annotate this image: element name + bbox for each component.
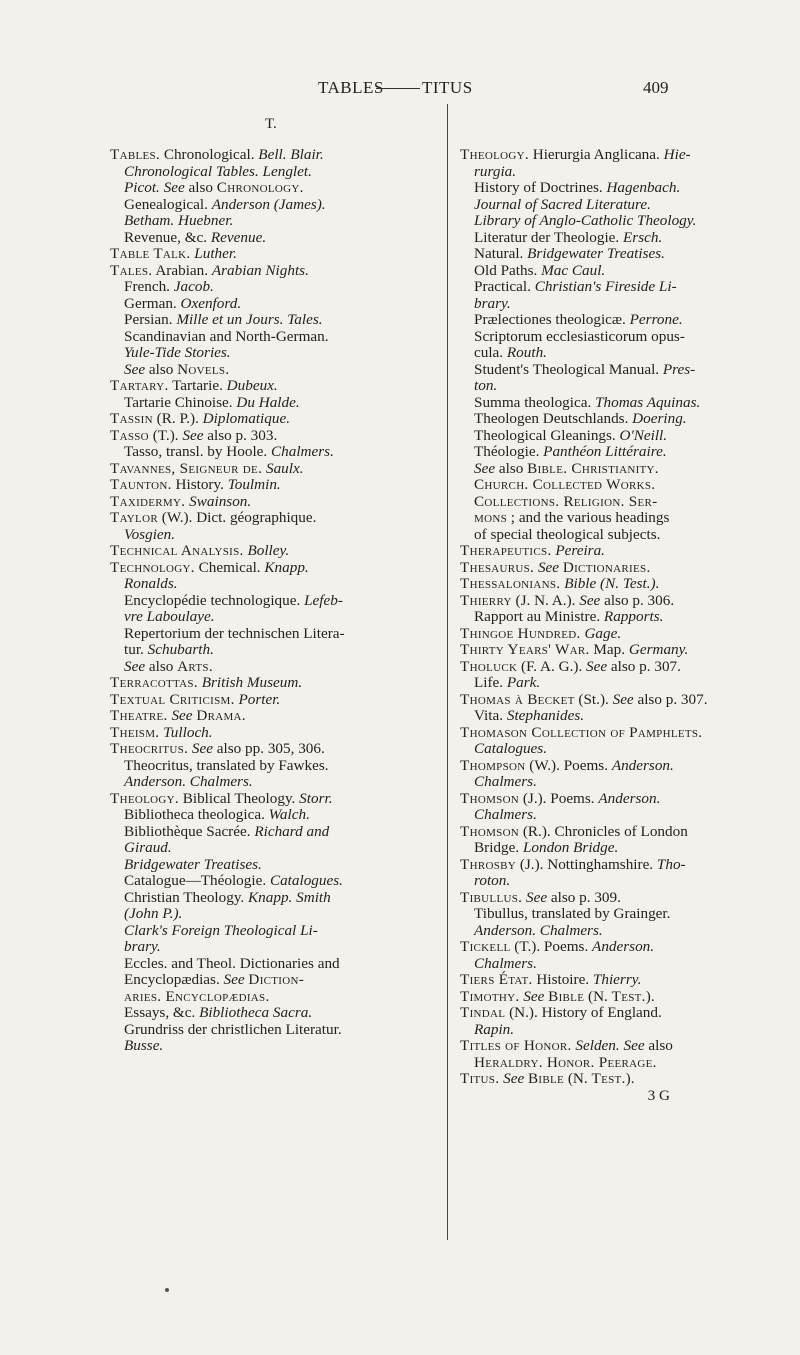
index-line: roton.: [474, 872, 511, 889]
index-line: See also Novels.: [124, 360, 230, 378]
index-line: Tibullus. See also p. 309.: [460, 888, 621, 906]
index-line: Textual Criticism. Porter.: [110, 690, 281, 708]
index-line: Chronological Tables. Lenglet.: [124, 162, 312, 180]
index-line: See also Arts.: [124, 657, 213, 675]
index-line: Tales. Arabian. Arabian Nights.: [110, 261, 309, 279]
index-line: Technical Analysis. Bolley.: [110, 542, 290, 559]
index-line: Anderson. Chalmers.: [474, 921, 603, 939]
index-line: Tibullus, translated by Grainger.: [474, 905, 671, 922]
index-line: Life. Park.: [474, 674, 541, 691]
index-line: Bridge. London Bridge.: [474, 839, 619, 856]
index-line: German. Oxenford.: [124, 294, 242, 312]
index-line: Heraldry. Honor. Peerage.: [474, 1053, 657, 1071]
index-line: ton.: [474, 377, 498, 394]
header-right-word: TITUS: [422, 78, 473, 97]
right-column: [460, 147, 782, 1104]
index-line: mons ; and the various headings: [474, 509, 670, 526]
index-line: (John P.).: [124, 905, 183, 922]
index-line: Taylor (W.). Dict. géographique.: [110, 509, 317, 526]
index-line: Tartarie Chinoise. Du Halde.: [124, 393, 300, 411]
index-line: Theology. Biblical Theology. Storr.: [110, 789, 333, 807]
index-line: Theologen Deutschlands. Doering.: [474, 410, 687, 427]
index-line: Eccles. and Theol. Dictionaries and: [124, 954, 340, 972]
index-line: Tickell (T.). Poems. Anderson.: [460, 938, 655, 955]
index-line: Thompson (W.). Poems. Anderson.: [460, 756, 674, 774]
index-line: Vosgien.: [124, 525, 176, 543]
index-line: brary.: [474, 294, 511, 312]
index-line: Chalmers.: [474, 773, 537, 790]
index-line: vre Laboulaye.: [124, 608, 215, 625]
index-line: Tassin (R. P.). Diplomatique.: [110, 410, 290, 427]
index-line: Catalogues.: [474, 740, 547, 757]
index-line: Timothy. See Bible (N. Test.).: [460, 987, 655, 1005]
index-line: Thierry (J. N. A.). See also p. 306.: [460, 591, 675, 609]
index-line: Theocritus. See also pp. 305, 306.: [110, 740, 325, 757]
index-line: Chalmers.: [474, 806, 537, 823]
signature-mark: 3 G: [647, 1086, 670, 1104]
header-rule: [376, 88, 420, 89]
index-line: Rapin.: [474, 1020, 515, 1038]
index-line: Betham. Huebner.: [124, 212, 234, 229]
index-line: Genealogical. Anderson (James).: [124, 195, 326, 213]
index-line: Tiers État. Histoire. Thierry.: [460, 971, 642, 988]
index-line: Rapport au Ministre. Rapports.: [474, 608, 664, 625]
index-line: Theological Gleanings. O'Neill.: [474, 426, 668, 444]
index-line: rurgia.: [474, 162, 517, 180]
index-line: Encyclopædias. See Diction-: [124, 971, 305, 988]
index-line: Thesaurus. See Dictionaries.: [460, 558, 651, 576]
index-line: Taxidermy. Swainson.: [110, 492, 252, 510]
index-line: Bibliothèque Sacrée. Richard and: [124, 822, 330, 840]
index-line: Vita. Stephanides.: [474, 707, 585, 724]
index-line: Thomson (R.). Chronicles of London: [460, 822, 688, 840]
index-line: Theology. Hierurgia Anglicana. Hie-: [460, 146, 691, 163]
index-line: Natural. Bridgewater Treatises.: [474, 245, 665, 262]
index-line: Theatre. See Drama.: [110, 707, 246, 724]
index-line: Picot. See also Chronology.: [124, 179, 304, 196]
index-line: Thomas à Becket (St.). See also p. 307.: [460, 690, 708, 708]
index-line: Table Talk. Luther.: [110, 245, 237, 262]
index-line: Yule-Tide Stories.: [124, 344, 231, 361]
index-line: Tavannes, Seigneur de. Saulx.: [110, 459, 304, 477]
index-line: Titles of Honor. Selden. See also: [460, 1037, 673, 1054]
index-line: History of Doctrines. Hagenbach.: [474, 179, 681, 196]
index-line: Terracottas. British Museum.: [110, 674, 303, 691]
index-line: Therapeutics. Pereira.: [460, 542, 605, 559]
index-line: Busse.: [124, 1037, 164, 1054]
index-line: Giraud.: [124, 839, 172, 856]
index-line: Essays, &c. Bibliotheca Sacra.: [124, 1004, 313, 1021]
index-line: Throsby (J.). Nottinghamshire. Tho-: [460, 855, 686, 873]
index-line: Repertorium der technischen Litera-: [124, 624, 345, 642]
ink-speck: [165, 1288, 169, 1292]
index-line: Théologie. Panthéon Littéraire.: [474, 443, 667, 460]
index-line: Persian. Mille et un Jours. Tales.: [124, 311, 323, 328]
index-line: Bibliotheca theologica. Walch.: [124, 806, 310, 823]
header-left-word: TABLES: [318, 78, 384, 97]
index-line: Tartary. Tartarie. Dubeux.: [110, 377, 278, 394]
index-line: Bridgewater Treatises.: [124, 855, 262, 873]
left-column: [110, 147, 415, 1055]
index-line: cula. Routh.: [474, 344, 547, 361]
index-line: Tindal (N.). History of England.: [460, 1004, 662, 1021]
index-line: See also Bible. Christianity.: [474, 459, 659, 477]
index-line: Grundriss der christlichen Literatur.: [124, 1020, 342, 1038]
running-header: [0, 78, 800, 104]
index-line: Old Paths. Mac Caul.: [474, 261, 606, 279]
column-divider: [447, 104, 448, 1240]
index-line: of special theological subjects.: [474, 525, 661, 543]
index-line: Revenue, &c. Revenue.: [124, 228, 267, 246]
index-line: Student's Theological Manual. Pres-: [474, 360, 696, 378]
index-line: Christian Theology. Knapp. Smith: [124, 888, 331, 906]
index-line: Thomason Collection of Pamphlets.: [460, 723, 703, 741]
index-line: Encyclopédie technologique. Lefeb-: [124, 591, 343, 609]
index-line: Catalogue—Théologie. Catalogues.: [124, 872, 343, 889]
index-line: Anderson. Chalmers.: [124, 773, 253, 790]
index-line: aries. Encyclopædias.: [124, 987, 270, 1005]
index-line: Ronalds.: [124, 575, 178, 592]
index-line: Summa theologica. Thomas Aquinas.: [474, 393, 701, 411]
index-line: Tables. Chronological. Bell. Blair.: [110, 146, 324, 163]
index-line: Theism. Tulloch.: [110, 723, 213, 741]
index-line: Technology. Chemical. Knapp.: [110, 558, 309, 576]
index-line: Church. Collected Works.: [474, 476, 656, 493]
index-line: Titus. See Bible (N. Test.).: [460, 1070, 635, 1087]
page-number: 409: [643, 78, 669, 97]
index-line: Collections. Religion. Ser-: [474, 492, 658, 510]
index-line: Practical. Christian's Fireside Li-: [474, 278, 677, 295]
index-line: Chalmers.: [474, 954, 537, 972]
index-line: Prælectiones theologicæ. Perrone.: [474, 311, 683, 328]
index-line: Thomson (J.). Poems. Anderson.: [460, 789, 661, 807]
index-line: Thirty Years' War. Map. Germany.: [460, 641, 689, 658]
index-line: brary.: [124, 938, 161, 955]
index-line: Tasso, transl. by Hoole. Chalmers.: [124, 443, 334, 460]
index-line: Tasso (T.). See also p. 303.: [110, 426, 278, 444]
index-line: Scriptorum ecclesiasticorum opus-: [474, 327, 685, 345]
index-line: French. Jacob.: [124, 278, 214, 295]
index-line: Library of Anglo-Catholic Theology.: [474, 212, 697, 229]
index-line: Taunton. History. Toulmin.: [110, 476, 281, 493]
index-line: tur. Schubarth.: [124, 641, 214, 658]
index-line: Tholuck (F. A. G.). See also p. 307.: [460, 657, 681, 675]
index-line: Journal of Sacred Literature.: [474, 195, 651, 213]
index-line: Literatur der Theologie. Ersch.: [474, 228, 663, 246]
index-line: Thessalonians. Bible (N. Test.).: [460, 575, 660, 592]
index-line: Scandinavian and North-German.: [124, 327, 329, 345]
index-line: Theocritus, translated by Fawkes.: [124, 756, 329, 774]
index-line: Clark's Foreign Theological Li-: [124, 921, 318, 939]
section-letter: T.: [265, 116, 277, 132]
index-line: Thingoe Hundred. Gage.: [460, 624, 622, 642]
